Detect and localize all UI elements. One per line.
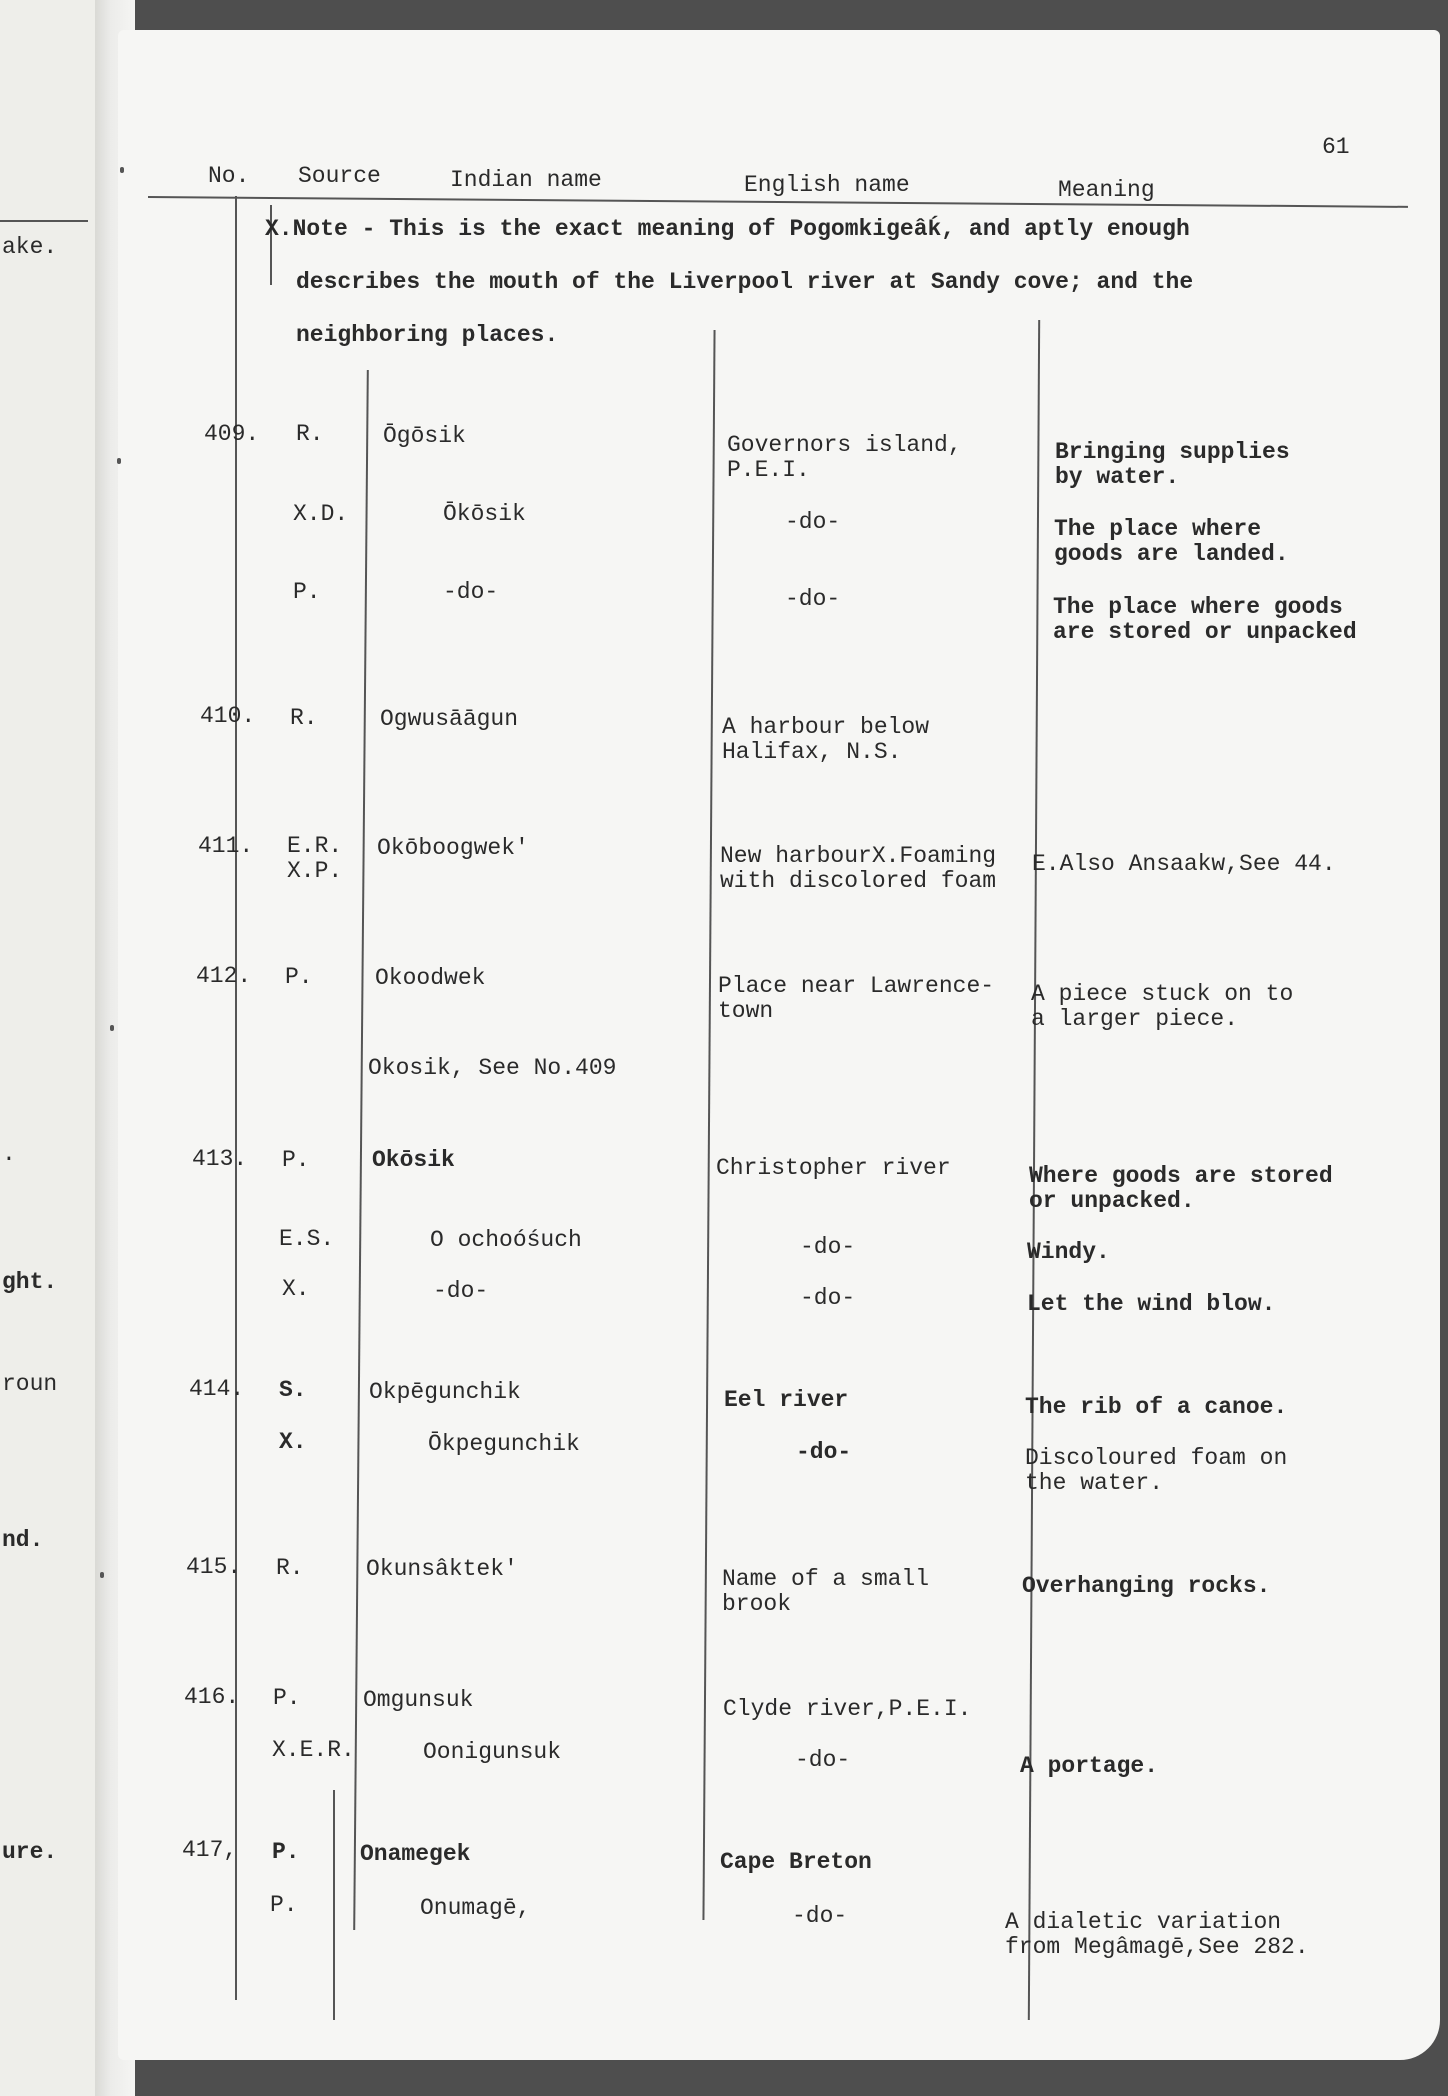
entry-number: 417, [182, 1837, 238, 1863]
entry-indian-name: Omgunsuk [363, 1687, 474, 1713]
entry-indian-name: Ōkōsik [443, 501, 526, 527]
margin-mark [100, 1572, 104, 1578]
note-line: describes the mouth of the Liverpool river at Sandy cove; and the [296, 269, 1194, 295]
entry-english-name: Eel river [724, 1387, 849, 1413]
header-english-name: English name [744, 172, 910, 198]
entry-source: P. [270, 1892, 298, 1918]
column-line-source-lower [333, 1790, 335, 2020]
entry-indian-name: Okoodwek [375, 965, 486, 991]
entry-indian-name: Ogwusāāgun [380, 706, 519, 732]
entry-english-name: Christopher river [716, 1155, 951, 1181]
entry-indian-name: Onamegek [360, 1841, 471, 1867]
left-rule [0, 220, 88, 222]
entry-english-name: -do- [800, 1234, 856, 1260]
entry-number: 414. [189, 1376, 245, 1402]
entry-source: E.S. [279, 1226, 335, 1252]
entry-source: R. [296, 421, 324, 447]
entry-indian-name: Oonigunsuk [423, 1739, 562, 1765]
entry-english-name: A harbour below Halifax, N.S. [722, 714, 930, 765]
entry-source: R. [290, 705, 318, 731]
entry-meaning: Let the wind blow. [1027, 1291, 1276, 1317]
entry-indian-name: Okpēgunchik [369, 1379, 521, 1405]
entry-source: X.E.R. [272, 1737, 355, 1763]
entry-source: P. [273, 1685, 301, 1711]
header-source: Source [298, 163, 381, 189]
entry-english-name: -do- [795, 1747, 851, 1773]
entry-indian-name: -do- [433, 1278, 489, 1304]
margin-mark [120, 167, 124, 173]
entry-source: E.R. X.P. [287, 833, 343, 884]
entry-number: 411. [198, 833, 254, 859]
entry-meaning: The place where goods are stored or unpacked [1053, 594, 1357, 645]
entry-number: 409. [204, 421, 260, 447]
entry-english-name: -do- [785, 509, 841, 535]
note-line: neighboring places. [296, 322, 559, 348]
entry-meaning: A dialetic variation from Megâmagē,See 282. [1005, 1909, 1309, 1960]
entry-source: X. [282, 1276, 310, 1302]
entry-meaning: Overhanging rocks. [1022, 1573, 1271, 1599]
entry-english-name: New harbourX.Foaming with discolored foam [720, 843, 997, 894]
entry-meaning: Windy. [1027, 1239, 1110, 1265]
entry-indian-name: Onumagē, [420, 1895, 531, 1921]
entry-source: P. [272, 1839, 300, 1865]
entry-english-name: -do- [800, 1285, 856, 1311]
entry-english-name: Cape Breton [720, 1849, 872, 1875]
entry-english-name: Name of a small brook [722, 1566, 930, 1617]
left-fragment: . [2, 1141, 16, 1167]
header-no: No. [208, 163, 250, 189]
entry-number: 412. [196, 963, 252, 989]
note-line: X.Note - This is the exact meaning of Pogomkigeâḱ, and aptly enough [265, 216, 1190, 242]
entry-indian-name: Okunsâktek′ [366, 1556, 518, 1582]
column-line-no [235, 196, 237, 2000]
entry-indian-name: O ochoóśuch [430, 1227, 582, 1253]
entry-source: R. [276, 1555, 304, 1581]
entry-indian-name: Ōkpegunchik [428, 1431, 580, 1457]
margin-mark [110, 1025, 114, 1031]
entry-source: S. [279, 1377, 307, 1403]
entry-meaning: The place where goods are landed. [1054, 516, 1289, 567]
entry-meaning: Bringing supplies by water. [1055, 439, 1290, 490]
entry-meaning: A piece stuck on to a larger piece. [1031, 981, 1294, 1032]
page-number: 61 [1322, 134, 1350, 160]
left-fragment: nd. [2, 1527, 44, 1553]
left-fragment: ure. [2, 1839, 58, 1865]
header-indian-name: Indian name [450, 167, 602, 193]
entry-indian-name: -do- [443, 579, 499, 605]
entry-meaning: Where goods are stored or unpacked. [1029, 1163, 1333, 1214]
entry-indian-name: Okōboogwek′ [377, 835, 529, 861]
entry-meaning: A portage. [1020, 1753, 1159, 1779]
entry-cross-reference: Okosik, See No.409 [368, 1055, 617, 1081]
entry-number: 410. [200, 703, 256, 729]
entry-number: 413. [192, 1146, 248, 1172]
entry-source: X. [279, 1429, 307, 1455]
entry-english-name: Place near Lawrence- town [718, 973, 995, 1024]
entry-english-name: -do- [785, 586, 841, 612]
left-fragment: ake. [2, 234, 58, 260]
left-fragment: roun [2, 1371, 58, 1397]
entry-source: X.D. [293, 501, 349, 527]
entry-meaning: Discoloured foam on the water. [1025, 1445, 1288, 1496]
entry-number: 416. [184, 1684, 240, 1710]
entry-indian-name: Okōsik [372, 1147, 455, 1173]
entry-number: 415. [186, 1554, 242, 1580]
entry-source: P. [293, 579, 321, 605]
entry-source: P. [285, 964, 313, 990]
entry-indian-name: Ōgōsik [383, 423, 466, 449]
left-fragment: ght. [2, 1269, 58, 1295]
entry-meaning: E.Also Ansaakw,See 44. [1032, 851, 1336, 877]
margin-mark [117, 458, 121, 464]
entry-english-name: Clyde river,P.E.I. [723, 1696, 972, 1722]
entry-meaning: The rib of a canoe. [1025, 1394, 1288, 1420]
entry-english-name: -do- [792, 1903, 848, 1929]
entry-english-name: -do- [796, 1439, 852, 1465]
entry-english-name: Governors island, P.E.I. [727, 432, 962, 483]
header-meaning: Meaning [1058, 177, 1155, 203]
entry-source: P. [282, 1147, 310, 1173]
